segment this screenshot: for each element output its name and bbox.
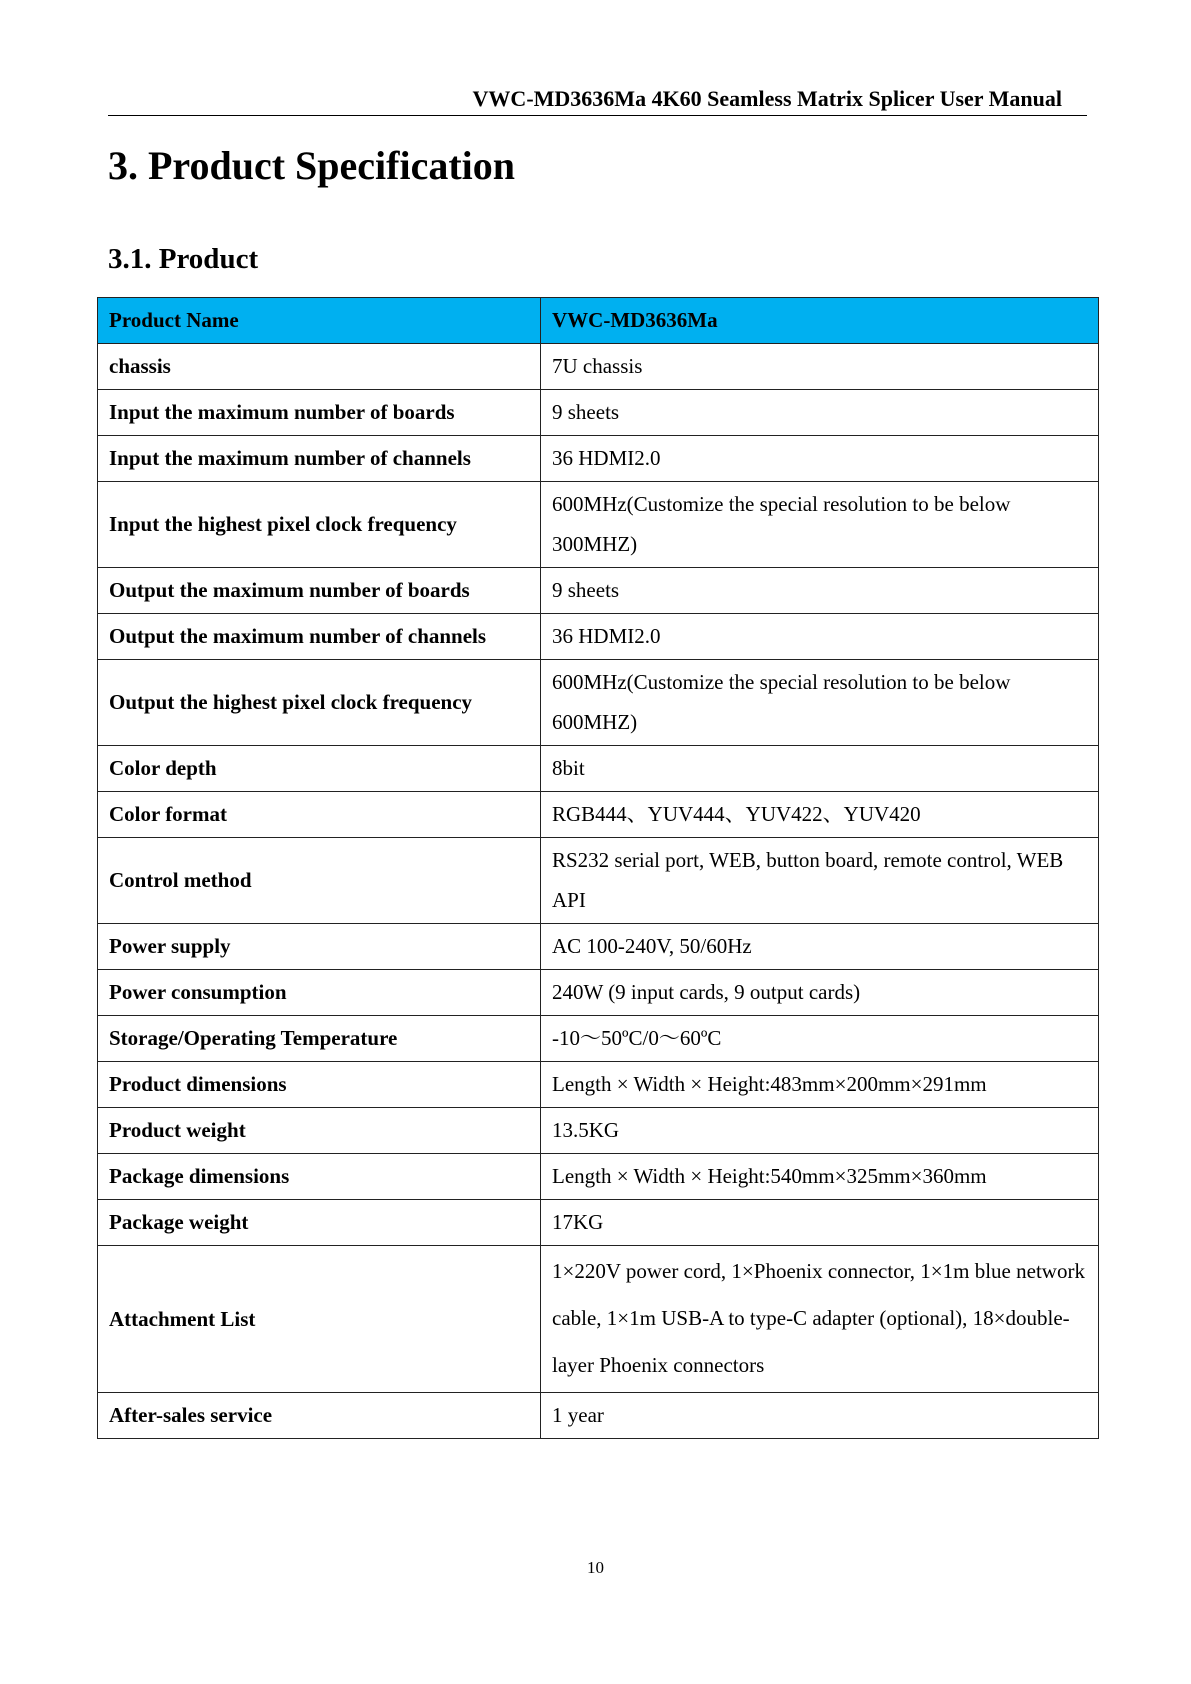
row-label: Control method — [98, 838, 541, 924]
row-value: 1 year — [541, 1393, 1099, 1439]
table-row — [98, 1016, 1099, 1062]
row-value: 240W (9 input cards, 9 output cards) — [541, 970, 1099, 1016]
header-value-cell: VWC-MD3636Ma — [541, 298, 1099, 344]
row-label: Output the maximum number of boards — [98, 568, 541, 614]
spec-table — [97, 297, 1099, 1439]
running-header-title: VWC-MD3636Ma 4K60 Seamless Matrix Splicer User Manual — [472, 86, 1062, 111]
header-label-cell: Product Name — [98, 298, 541, 344]
row-value: -10～50ºC/0～60ºC — [541, 1016, 1099, 1062]
row-value: 36 HDMI2.0 — [541, 436, 1099, 482]
table-row — [98, 970, 1099, 1016]
row-label: Power supply — [98, 924, 541, 970]
table-row — [98, 1154, 1099, 1200]
table-header-row — [98, 298, 1099, 344]
table-row — [98, 660, 1099, 746]
table-row — [98, 1062, 1099, 1108]
row-label: Input the maximum number of boards — [98, 390, 541, 436]
table-row — [98, 1393, 1099, 1439]
row-value: RS232 serial port, WEB, button board, remote control, WEB API — [541, 838, 1099, 924]
row-label: Storage/Operating Temperature — [98, 1016, 541, 1062]
row-value: 600MHz(Customize the special resolution to be below 300MHZ) — [541, 482, 1099, 568]
table-row — [98, 792, 1099, 838]
table-row — [98, 436, 1099, 482]
row-value: 9 sheets — [541, 390, 1099, 436]
table-row — [98, 614, 1099, 660]
row-label: Output the maximum number of channels — [98, 614, 541, 660]
row-value: 17KG — [541, 1200, 1099, 1246]
row-label: Product dimensions — [98, 1062, 541, 1108]
row-label: Input the highest pixel clock frequency — [98, 482, 541, 568]
table-row — [98, 838, 1099, 924]
row-value: AC 100-240V, 50/60Hz — [541, 924, 1099, 970]
row-value: Length × Width × Height:540mm×325mm×360mm — [541, 1154, 1099, 1200]
row-value: 36 HDMI2.0 — [541, 614, 1099, 660]
table-row — [98, 1200, 1099, 1246]
table-row — [98, 1246, 1099, 1393]
row-label: Output the highest pixel clock frequency — [98, 660, 541, 746]
row-label: Product weight — [98, 1108, 541, 1154]
table-row — [98, 390, 1099, 436]
table-row — [98, 924, 1099, 970]
row-value: Length × Width × Height:483mm×200mm×291mm — [541, 1062, 1099, 1108]
row-value: 600MHz(Customize the special resolution to be below 600MHZ) — [541, 660, 1099, 746]
row-value: 13.5KG — [541, 1108, 1099, 1154]
row-label: Package weight — [98, 1200, 541, 1246]
row-label: Color depth — [98, 746, 541, 792]
running-header — [108, 84, 1087, 116]
row-label: chassis — [98, 344, 541, 390]
row-label: Color format — [98, 792, 541, 838]
table-row — [98, 1108, 1099, 1154]
row-label: Attachment List — [98, 1246, 541, 1393]
row-value: 1×220V power cord, 1×Phoenix connector, 1×1m blue network cable, 1×1m USB-A to type-C adapter (optional), 18×double-layer Phoenix connectors — [541, 1246, 1099, 1393]
row-label: Input the maximum number of channels — [98, 436, 541, 482]
table-row — [98, 568, 1099, 614]
table-row — [98, 482, 1099, 568]
page-number: 10 — [587, 1558, 604, 1577]
row-label: Package dimensions — [98, 1154, 541, 1200]
row-label: After-sales service — [98, 1393, 541, 1439]
row-value: RGB444、YUV444、YUV422、YUV420 — [541, 792, 1099, 838]
row-value: 8bit — [541, 746, 1099, 792]
table-row — [98, 746, 1099, 792]
row-value: 7U chassis — [541, 344, 1099, 390]
section-title: 3.1. Product — [108, 243, 259, 275]
chapter-title: 3. Product Specification — [108, 143, 516, 188]
table-row — [98, 344, 1099, 390]
row-value: 9 sheets — [541, 568, 1099, 614]
row-label: Power consumption — [98, 970, 541, 1016]
